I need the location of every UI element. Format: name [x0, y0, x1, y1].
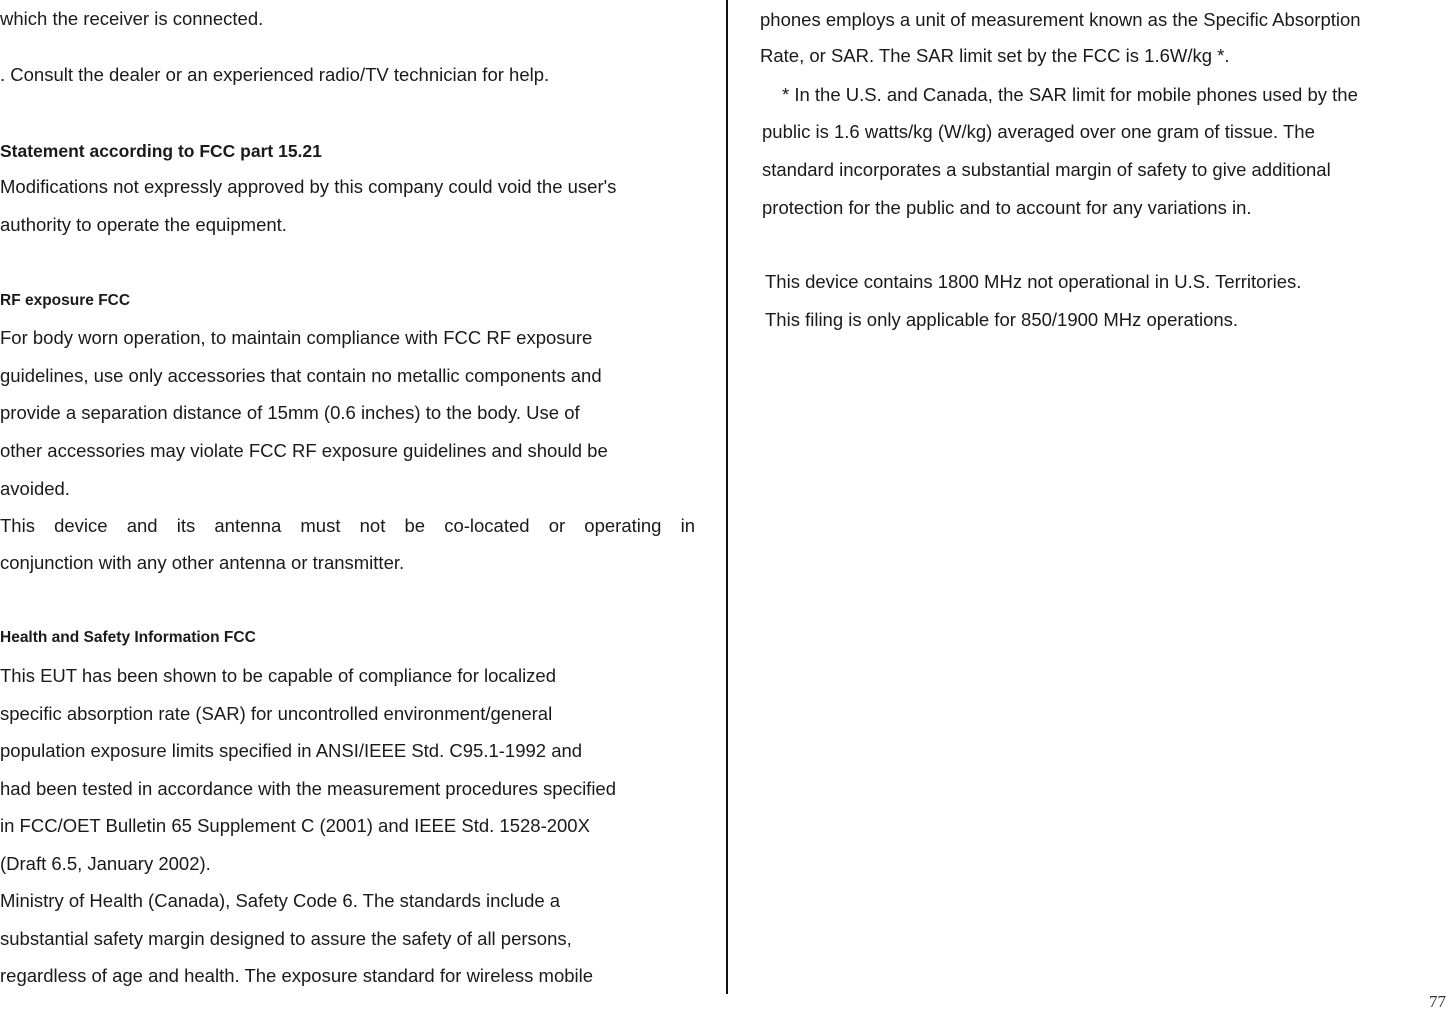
colocate-word: This [0, 515, 35, 536]
health-safety-line: in FCC/OET Bulletin 65 Supplement C (2001) and IEEE Std. 1528-200X [0, 815, 590, 836]
rf-exposure-line: For body worn operation, to maintain compliance with FCC RF exposure [0, 327, 593, 348]
colocate-word: operating [584, 515, 662, 536]
device-frequency-line: This device contains 1800 MHz not operational in U.S. Territories. [765, 271, 1302, 292]
colocate-word: not [359, 515, 386, 536]
statement-heading: Statement according to FCC part 15.21 [0, 141, 322, 161]
colocate-word: its [176, 515, 196, 536]
colocate-word: be [404, 515, 426, 536]
sar-line: Rate, or SAR. The SAR limit set by the FCC is 1.6W/kg *. [760, 45, 1230, 66]
sar-line: phones employs a unit of measurement known as the Specific Absorption [760, 9, 1361, 30]
footnote-line: standard incorporates a substantial margin of safety to give additional [762, 159, 1331, 180]
receiver-line: which the receiver is connected. [0, 8, 264, 29]
health-safety-line: This EUT has been shown to be capable of compliance for localized [0, 665, 557, 686]
colocate-line: conjunction with any other antenna or transmitter. [0, 552, 405, 573]
colocate-word: device [54, 515, 108, 536]
health-safety-line: had been tested in accordance with the measurement procedures specified [0, 778, 617, 799]
colocate-word: or [548, 515, 566, 536]
rf-exposure-line: avoided. [0, 478, 70, 499]
colocate-word: co-located [444, 515, 530, 536]
health-safety-line: substantial safety margin designed to assure the safety of all persons, [0, 928, 572, 949]
colocate-word: and [126, 515, 158, 536]
footnote-line: * In the U.S. and Canada, the SAR limit for mobile phones used by the [782, 84, 1358, 105]
statement-line: authority to operate the equipment. [0, 214, 287, 235]
health-safety-line: population exposure limits specified in ANSI/IEEE Std. C95.1-1992 and [0, 740, 583, 761]
consult-line: . Consult the dealer or an experienced radio/TV technician for help. [0, 64, 550, 85]
rf-exposure-heading: RF exposure FCC [0, 292, 131, 309]
health-safety-line: (Draft 6.5, January 2002). [0, 853, 211, 874]
footnote-line: protection for the public and to account for any variations in. [762, 197, 1252, 218]
footnote-line: public is 1.6 watts/kg (W/kg) averaged over one gram of tissue. The [762, 121, 1315, 142]
rf-exposure-line: other accessories may violate FCC RF exposure guidelines and should be [0, 440, 608, 461]
colocate-word: must [300, 515, 341, 536]
rf-exposure-line: guidelines, use only accessories that contain no metallic components and [0, 365, 602, 386]
colocate-word: antenna [214, 515, 282, 536]
colocate-word: in [680, 515, 695, 536]
device-frequency-line: This filing is only applicable for 850/1900 MHz operations. [765, 309, 1239, 330]
colocate-line-justified [0, 515, 695, 537]
rf-exposure-line: provide a separation distance of 15mm (0.6 inches) to the body. Use of [0, 402, 580, 423]
statement-line: Modifications not expressly approved by this company could void the user's [0, 176, 617, 197]
column-divider [726, 0, 728, 994]
page-number: 77 [1429, 992, 1446, 1011]
health-safety-line: regardless of age and health. The exposure standard for wireless mobile [0, 965, 594, 986]
health-safety-line: Ministry of Health (Canada), Safety Code 6. The standards include a [0, 890, 561, 911]
health-safety-heading: Health and Safety Information FCC [0, 629, 256, 646]
health-safety-line: specific absorption rate (SAR) for uncontrolled environment/general [0, 703, 553, 724]
